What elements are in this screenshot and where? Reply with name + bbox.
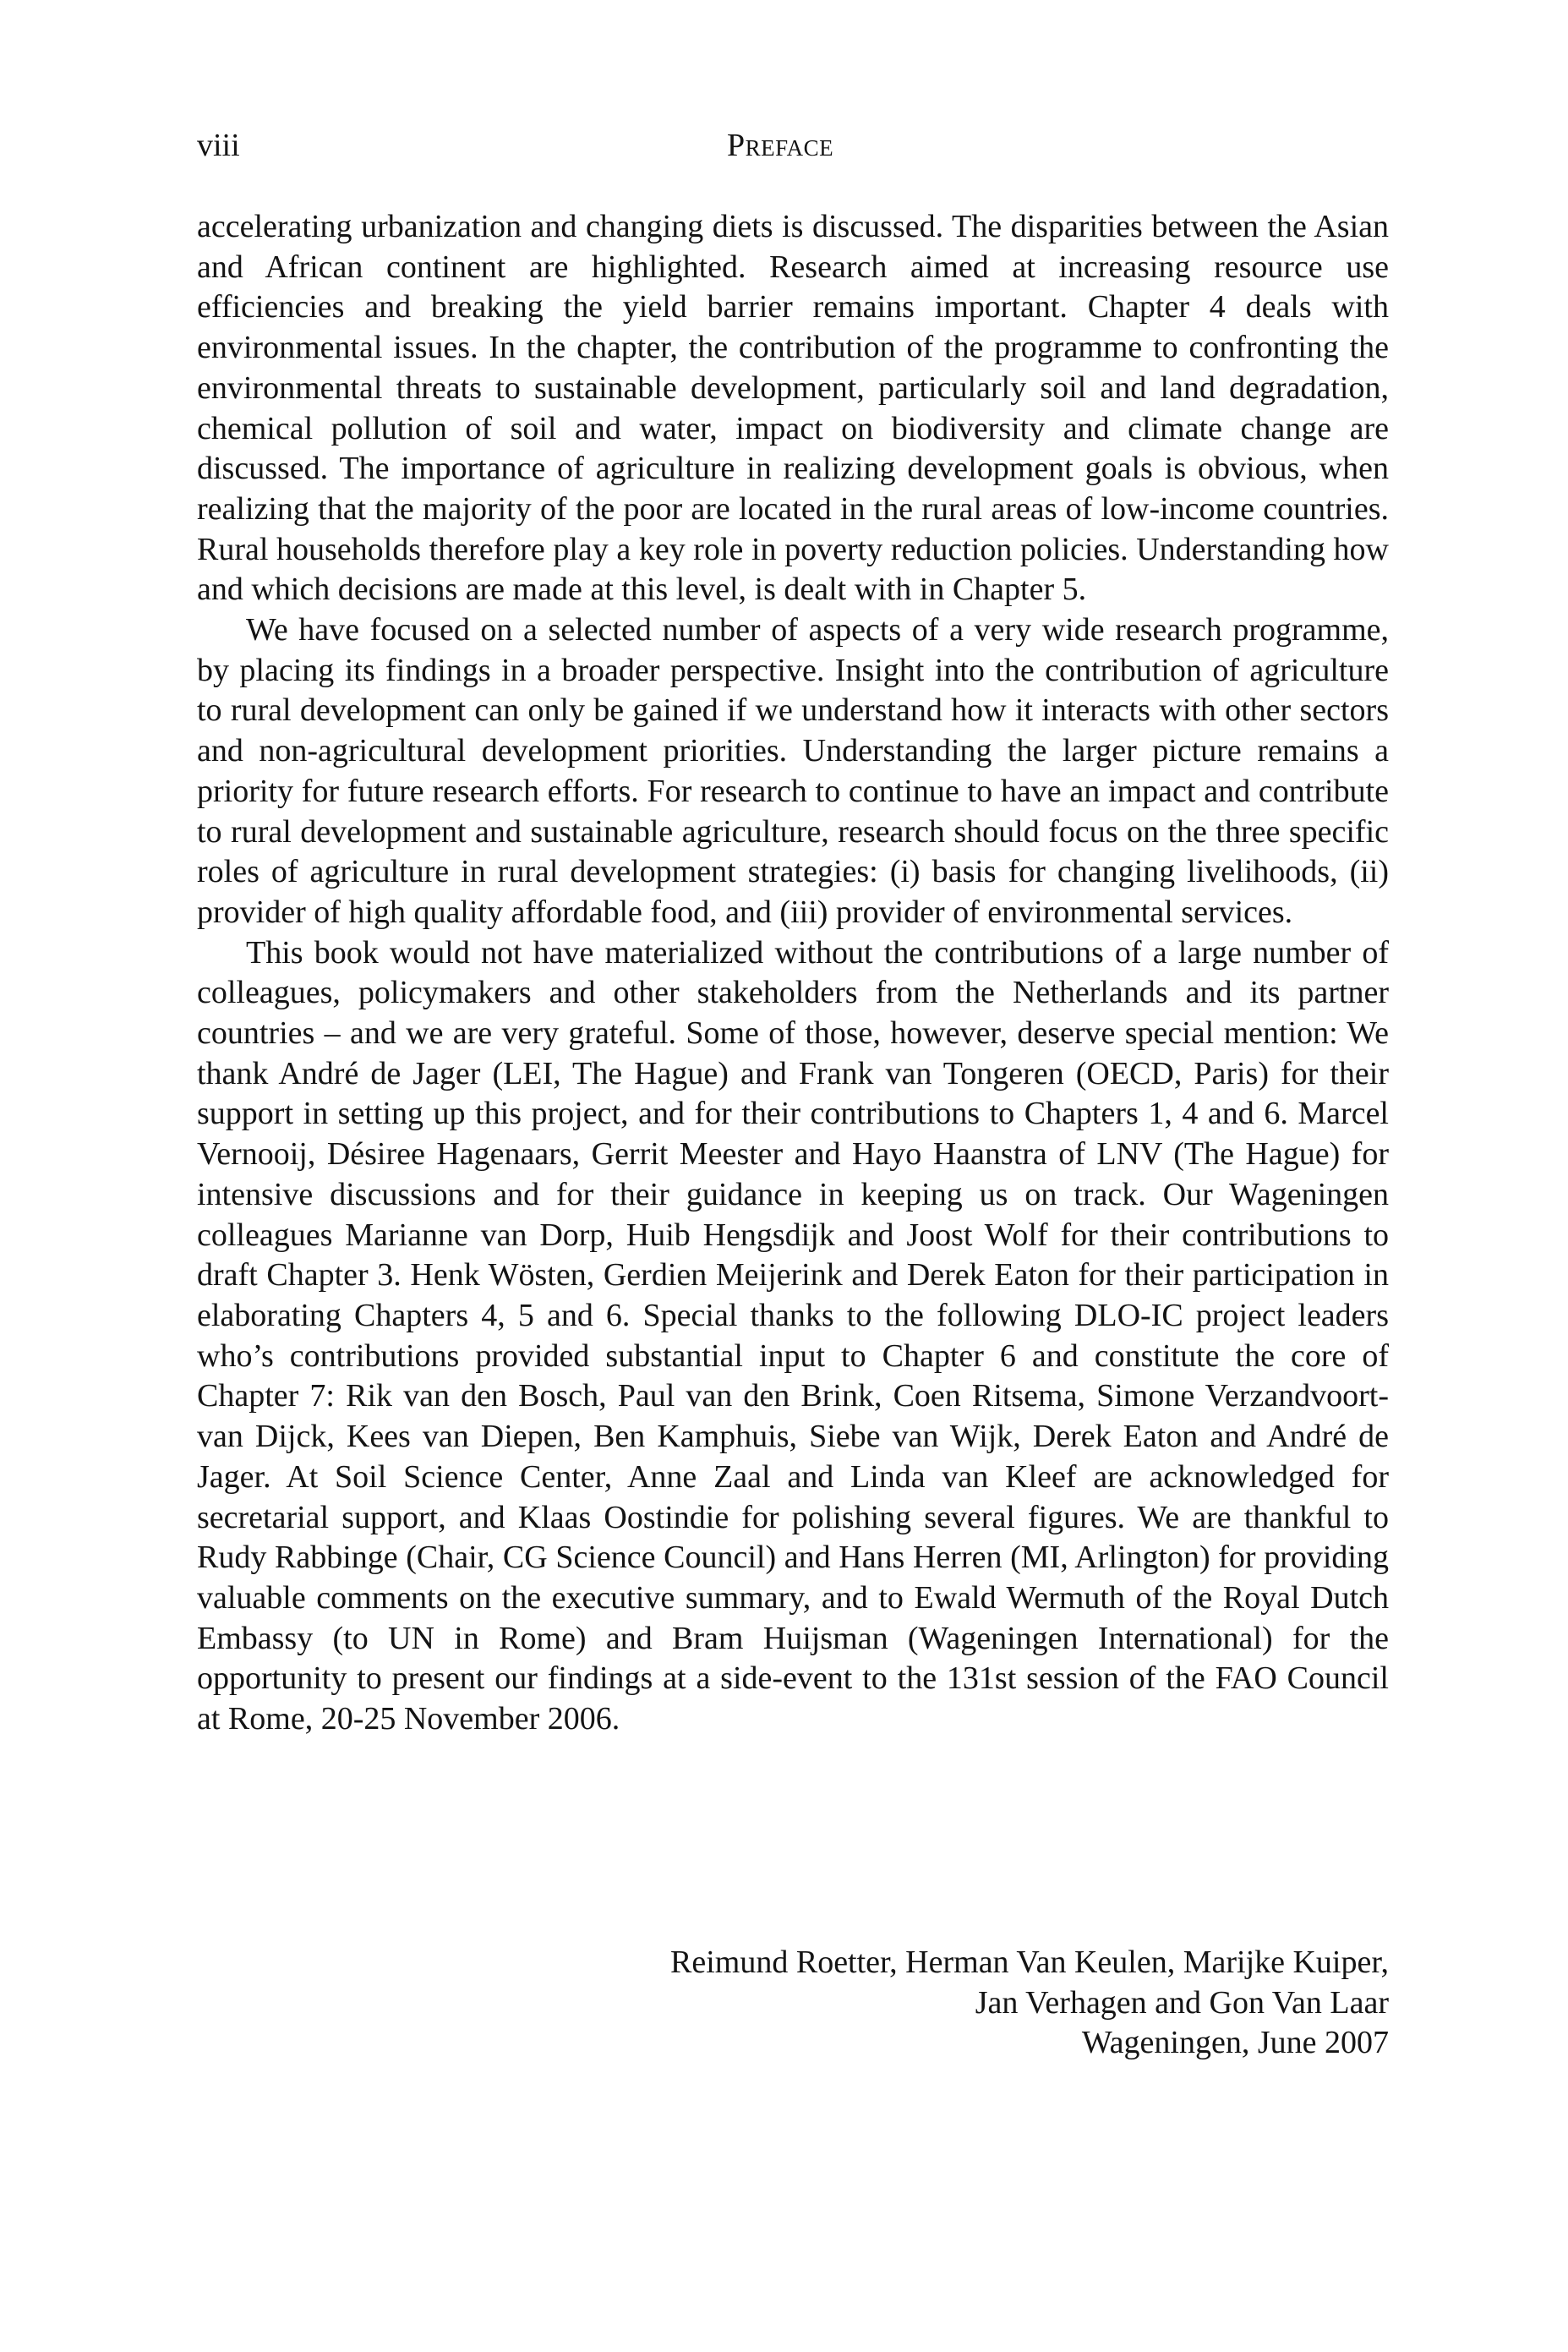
paragraph-acknowledgements: This book would not have materialized without the contributions of a large number of colleagues, policymakers and other stakeholders from the Netherlands and its partner countries – and we are very grateful. Some of those, however, deserve special mention: We thank André de Jager (LEI, The Hague) and Frank van Tongeren (OECD, Paris) for their support in setting up this project, and for their contributions to Chapters 1, 4 and 6. Marcel Vernooij, Désiree Hagenaars, Gerrit Meester and Hayo Haanstra of LNV (The Hague) for intensive discussions and for their guidance in keeping us on track. Our Wageningen colleagues Marianne van Dorp, Huib Hengsdijk and Joost Wolf for their contributions to draft Chapter 3. Henk Wösten, Gerdien Meijerink and Derek Eaton for their participation in elaborating Chapters 4, 5 and 6. Special thanks to the following DLO-IC project leaders who’s contributions provided substantial input to Chapter 6 and constitute the core of Chapter 7: Rik van den Bosch, Paul van den Brink, Coen Ritsema, Simone Verzandvoort-van Dijck, Kees van Diepen, Ben Kamphuis, Siebe van Wijk, Derek Eaton and André de Jager. At Soil Science Center, Anne Zaal and Linda van Kleef are acknowledged for secretarial support, and Klaas Oostindie for polishing several figures. We are thankful to Rudy Rabbinge (Chair, CG Science Council) and Hans Herren (MI, Arlington) for providing valuable comments on the executive summary, and to Ewald Wermuth of the Royal Dutch Embassy (to UN in Rome) and Bram Huijsman (Wageningen International) for the opportunity to present our findings at a side-event to the 131st session of the FAO Council at Rome, 20-25 November 2006. — [197, 934, 1389, 1737]
page-number: viii — [197, 128, 240, 163]
signature-authors-line-2: Jan Verhagen and Gon Van Laar — [975, 1984, 1389, 2021]
signature-authors-line-1: Reimund Roetter, Herman Van Keulen, Marijke Kuiper, — [670, 1945, 1389, 1980]
preface-body — [197, 207, 1389, 1740]
paragraph-research-focus: We have focused on a selected number of aspects of a very wide research programme, by placing its findings in a broader perspective. Insight into the contribution of agriculture to rural development can only be gained if we understand how it interacts with other sectors and non-agricultural development priorities. Understanding the larger picture remains a priority for future research efforts. For research to continue to have an impact and contribute to rural development and sustainable agriculture, research should focus on the three specific roles of agriculture in rural development strategies: (i) basis for changing livelihoods, (ii) provider of high quality affordable food, and (iii) provider of environmental services. — [197, 612, 1389, 930]
running-head-title: Preface — [727, 128, 834, 163]
paragraph-continuation: accelerating urbanization and changing diets is discussed. The disparities between the Asian and African continent are highlighted. Research aimed at increasing resource use efficiencies and breaking the yield barrier remains important. Chapter 4 deals with environmental issues. In the chapter, the contribution of the programme to confronting the environmental threats to sustainable development, particularly soil and land degradation, chemical pollution of soil and water, impact on biodiversity and climate change are discussed. The importance of agriculture in realizing development goals is obvious, when realizing that the majority of the poor are located in the rural areas of low-income countries. Rural households therefore play a key role in poverty reduction policies. Understanding how and which decisions are made at this level, is dealt with in Chapter 5. — [197, 209, 1389, 608]
signature-block — [670, 1943, 1389, 2064]
signature-place-date: Wageningen, June 2007 — [1081, 2025, 1389, 2061]
